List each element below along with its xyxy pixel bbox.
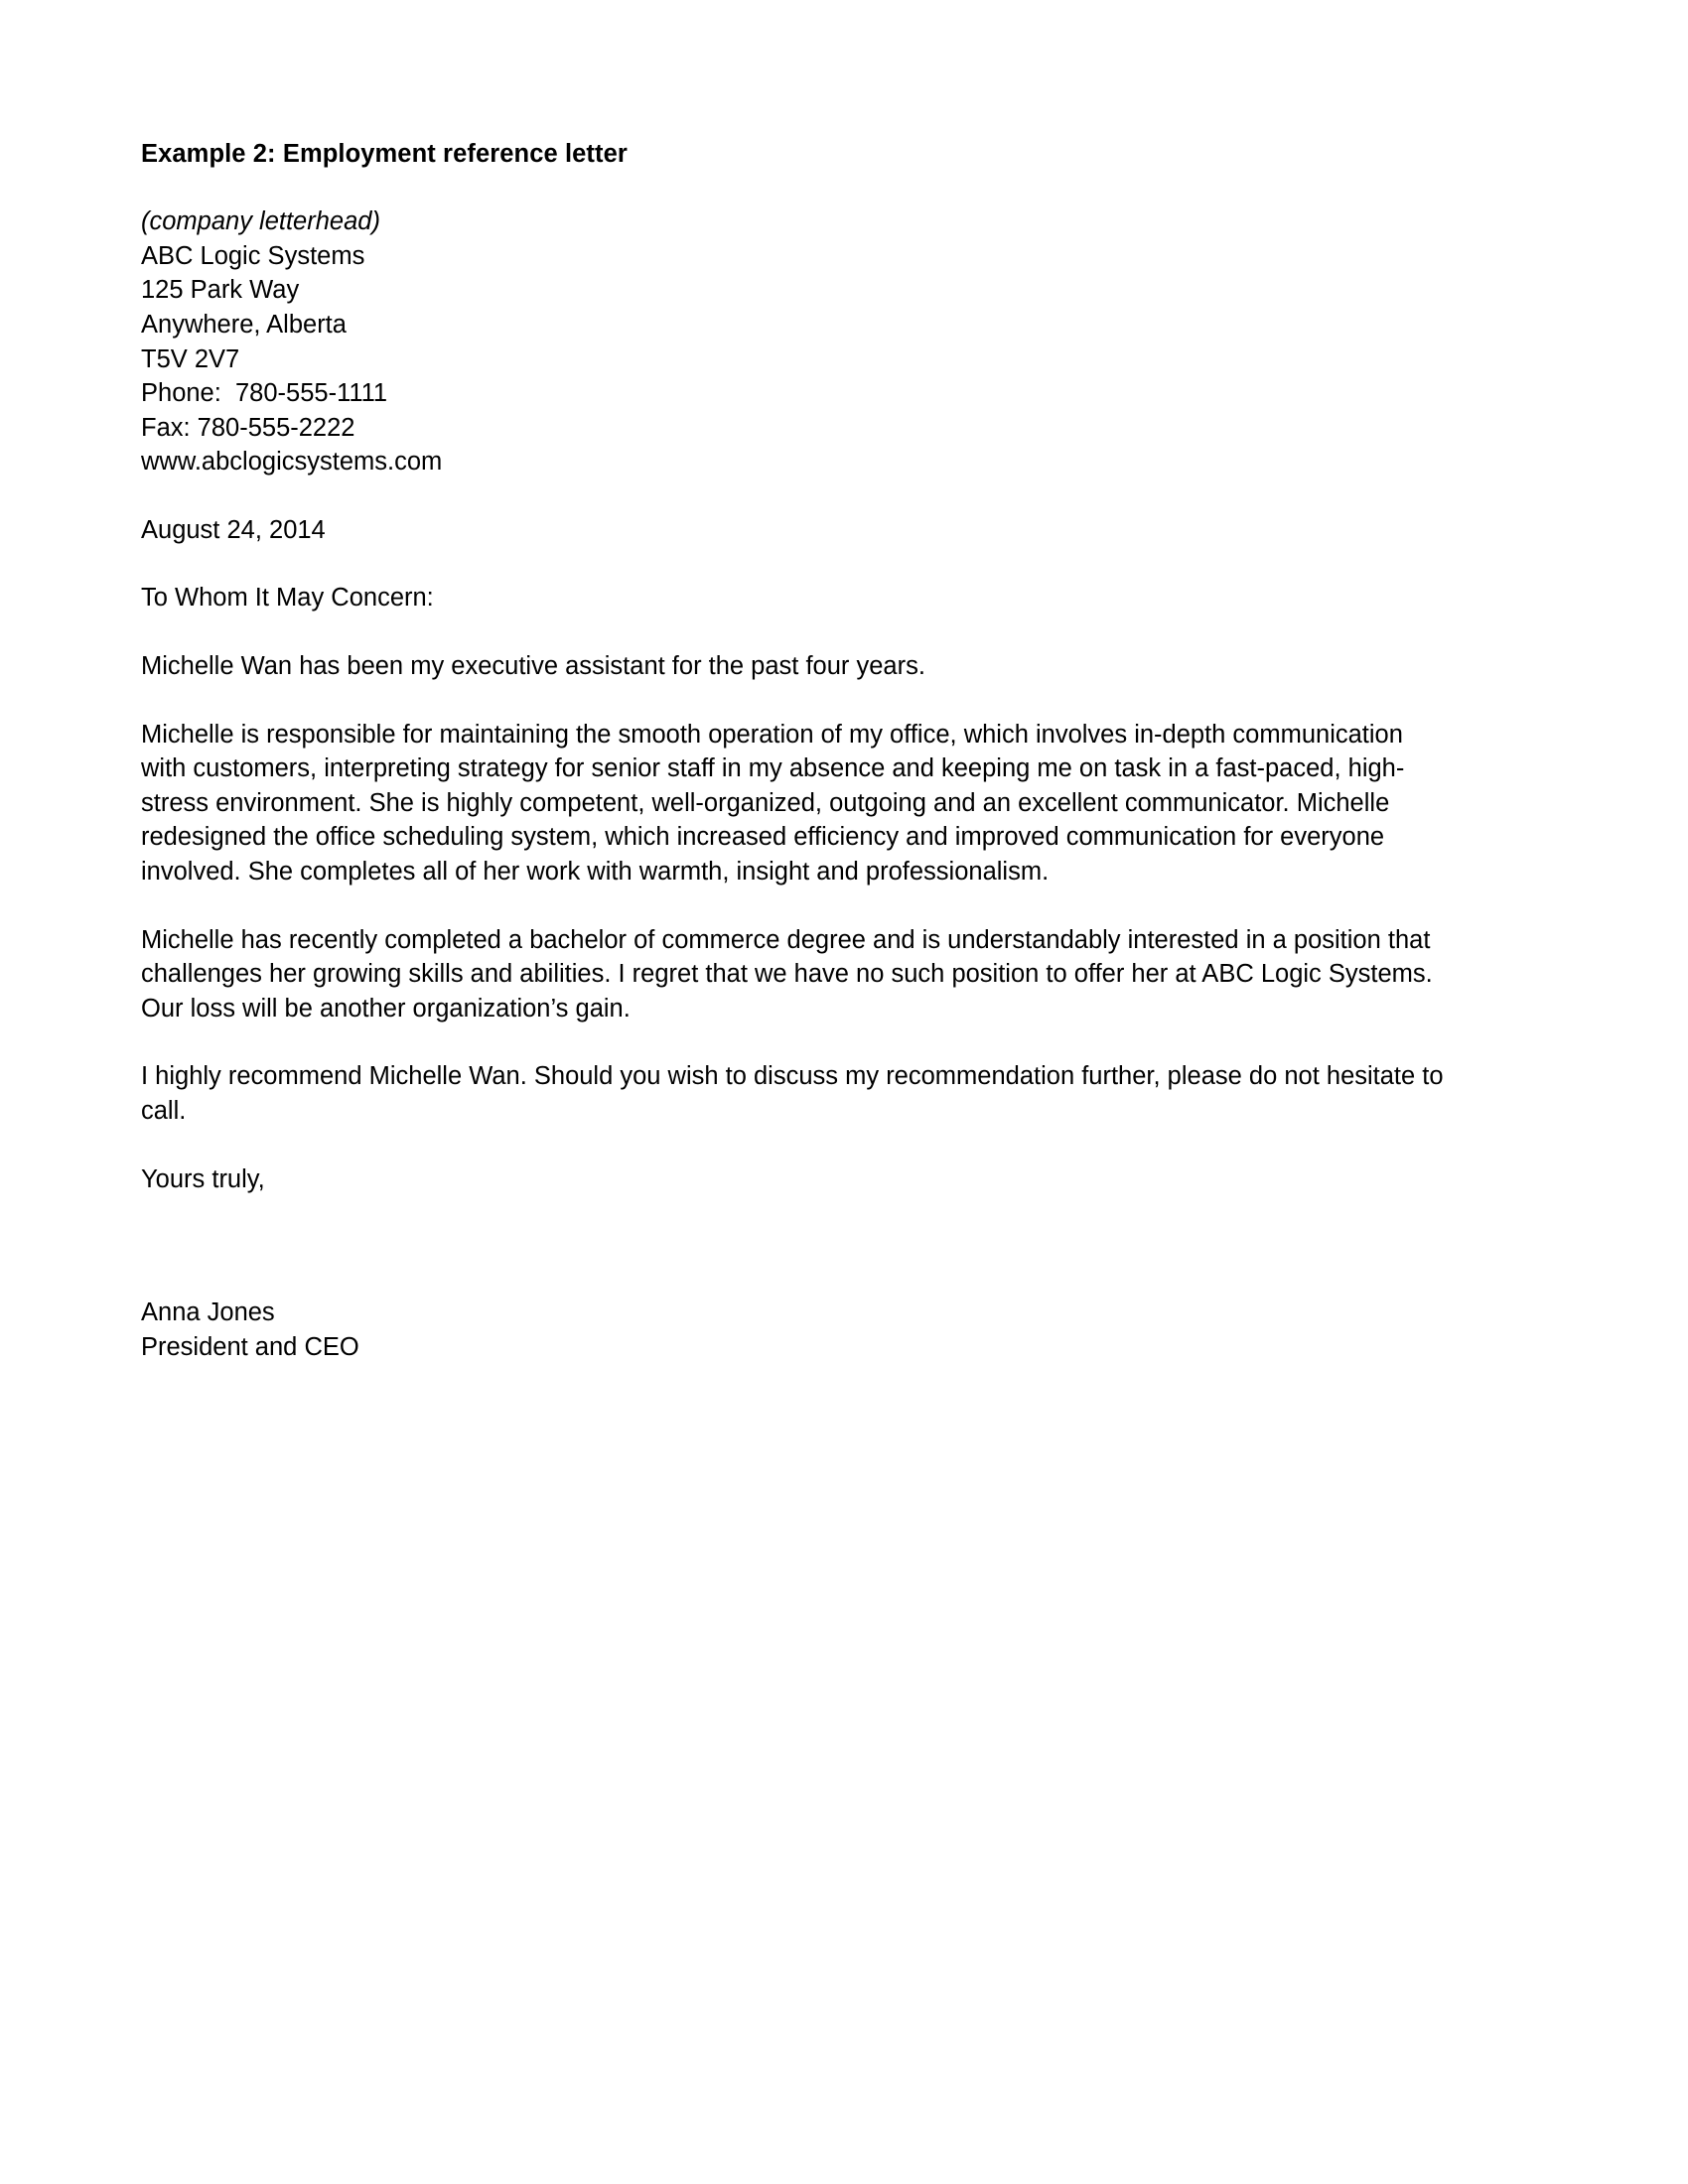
letterhead-website: www.abclogicsystems.com [141,448,443,477]
body-paragraph-4: I highly recommend Michelle Wan. Should you wish to discuss my recommendation further, please do not hesitate to call. [141,1062,1444,1126]
letterhead-postal-code: T5V 2V7 [141,344,240,373]
closing-salutation: Yours truly, [141,1164,265,1193]
letter-date: August 24, 2014 [141,515,326,544]
body-paragraph-3: Michelle has recently completed a bachelor of commerce degree and is understandably interested in a position that challenges her growing skills and abilities. I regret that we have no such position to offer her at ABC Logic Systems. Our loss will be another organization’s gain. [141,925,1433,1023]
letter-content [141,138,1452,1364]
signer-title: President and CEO [141,1332,359,1361]
signer-name: Anna Jones [141,1298,275,1327]
letterhead-fax: Fax: 780-555-2222 [141,413,355,442]
signature-space [141,1196,1452,1296]
body-paragraph-2: Michelle is responsible for maintaining the smooth operation of my office, which involves in-depth communication with customers, interpreting strategy for senior staff in my absence and keeping me on task in a fast-paced, high-stress environment. She is highly competent, well-organized, outgoing and an excellent communicator. Michelle redesigned the office scheduling system, which increased efficiency and improved communication for everyone involved. She completes all of her work with warmth, insight and professionalism. [141,720,1405,887]
letterhead-street: 125 Park Way [141,276,300,305]
signature-block [141,1296,1452,1364]
salutation: To Whom It May Concern: [141,584,434,613]
salutation-block [141,581,1452,615]
letterhead-city-province: Anywhere, Alberta [141,310,347,339]
letterhead-company: ABC Logic Systems [141,241,365,270]
page-title: Example 2: Employment reference letter [141,140,628,168]
letterhead-note: (company letterhead) [141,207,380,236]
letterhead-phone: Phone: 780-555-1111 [141,379,388,408]
body-paragraph-1: Michelle Wan has been my executive assistant for the past four years. [141,652,925,681]
letterhead-block [141,205,1452,479]
letter-date-block [141,513,1452,548]
